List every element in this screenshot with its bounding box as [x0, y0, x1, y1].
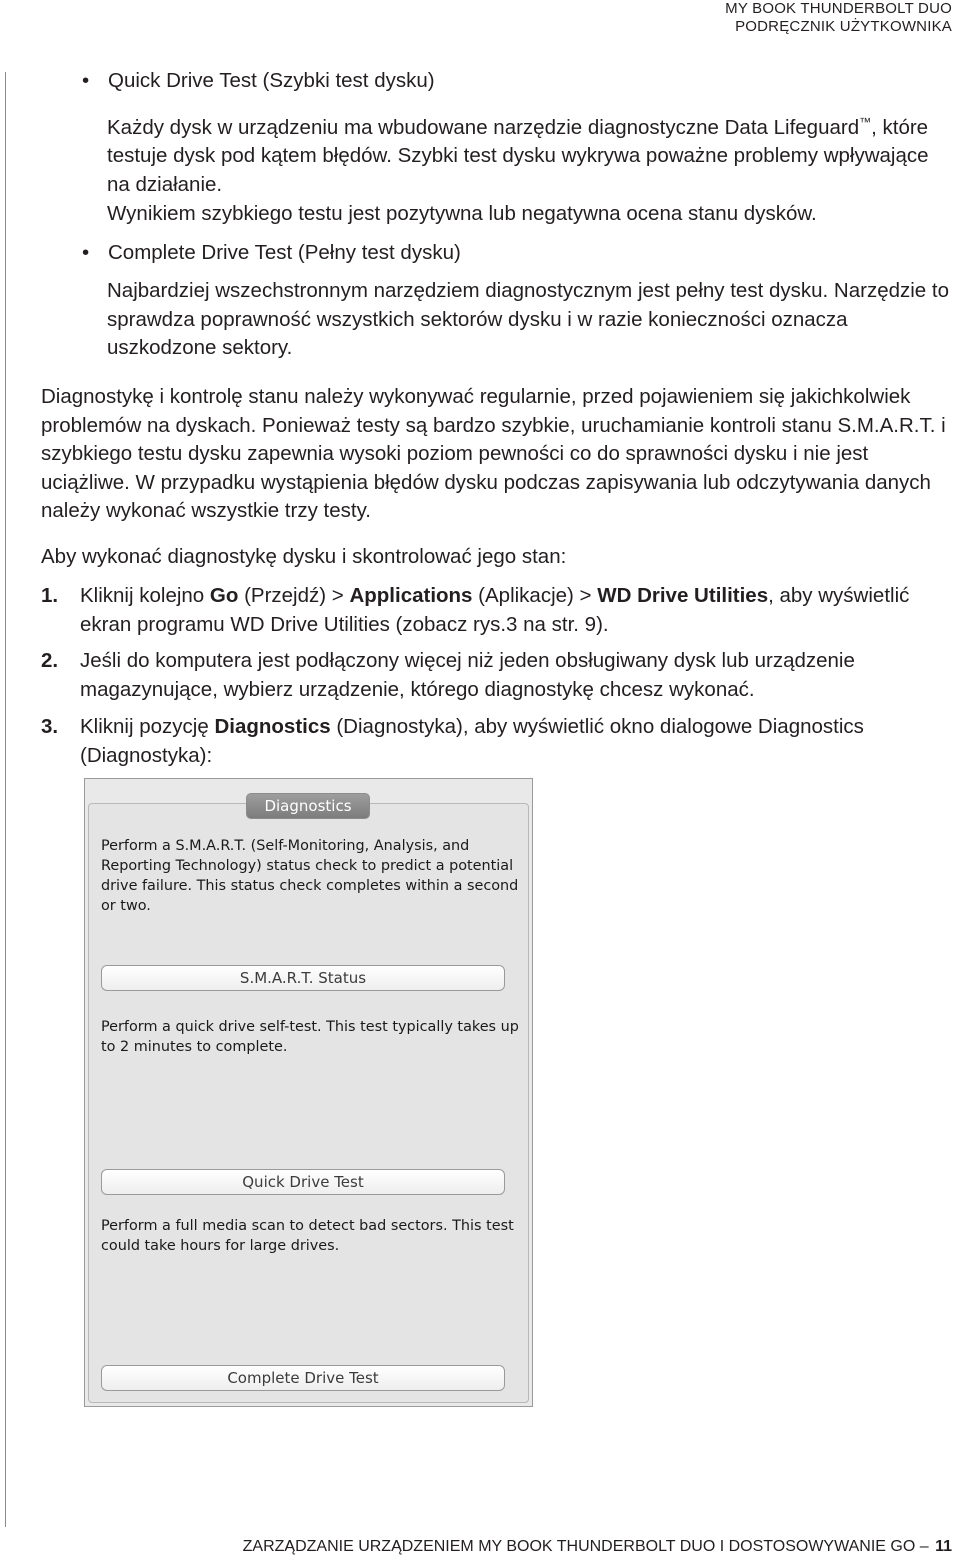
footer-chapter-title: ZARZĄDZANIE URZĄDZENIEM MY BOOK THUNDERBOLT DUO I DOSTOSOWYWANIE GO –	[242, 1538, 934, 1555]
quick-test-desc-text: Każdy dysk w urządzeniu ma wbudowane narzędzie diagnostyczne Data Lifeguard	[107, 115, 860, 139]
bullet-dot: •	[82, 69, 90, 92]
intro-paragraph: Diagnostykę i kontrolę stanu należy wykonywać regularnie, przed pojawieniem się jakichkolwiek problemów na dyskach. Ponieważ testy są bardzo szybkie, uruchamianie kontroli stanu S.M.A.R.T. i szybkiego testu dysku zapewnia wysoki poziom pewności co do sprawności dysku i nie jest uciążliwe. W przypadku wystąpienia błędów dysku podczas zapisywania lub odczytywania danych należy wykonać wszystkie trzy testy.	[41, 385, 946, 523]
dialog-background	[85, 779, 532, 1406]
step-text: Jeśli do komputera jest podłączony więcej niż jeden obsługiwany dysk lub urządzenie magazynujące, wybierz urządzenie, którego diagnostykę chcesz wykonać.	[80, 649, 855, 701]
left-margin-rule	[5, 72, 6, 1527]
step-text-part: (Przejdź) >	[238, 584, 350, 607]
complete-test-dialog-description: Perform a full media scan to detect bad sectors. This test could take hours for large drives.	[101, 1218, 514, 1254]
quick-test-result: Wynikiem szybkiego testu jest pozytywna lub negatywna ocena stanu dysków.	[107, 202, 817, 225]
steps-lead: Aby wykonać diagnostykę dysku i skontrolować jego stan:	[41, 545, 567, 568]
diagnostics-tab[interactable]: Diagnostics	[246, 793, 370, 819]
menu-applications: Applications	[349, 584, 473, 607]
step-text-part: Kliknij kolejno	[80, 584, 210, 607]
page-header	[725, 0, 952, 36]
quick-test-dialog-description: Perform a quick drive self-test. This test typically takes up to 2 minutes to complete.	[101, 1019, 519, 1055]
quick-test-desc-text-cont: , które testuje dysk pod kątem błędów. Szybki test dysku wykrywa poważne problemy wpływające na działanie.	[107, 115, 929, 197]
smart-status-button[interactable]: S.M.A.R.T. Status	[101, 965, 505, 991]
step-text-part: Kliknij pozycję	[80, 715, 215, 738]
diagnostics-group-box	[88, 803, 529, 1403]
bullet-dot: •	[82, 241, 90, 264]
menu-go: Go	[209, 584, 239, 607]
step-number: 2.	[41, 649, 59, 672]
menu-diagnostics: Diagnostics	[214, 715, 331, 738]
complete-drive-test-button[interactable]: Complete Drive Test	[101, 1365, 505, 1391]
diagnostics-dialog-screenshot	[84, 778, 533, 1407]
step-text-part: (Aplikacje) >	[472, 584, 598, 607]
page-number: 11	[935, 1538, 952, 1555]
trademark-sign: ™	[859, 115, 872, 129]
quick-test-description	[107, 108, 952, 200]
smart-description: Perform a S.M.A.R.T. (Self-Monitoring, Analysis, and Reporting Technology) status check to predict a potential drive failure. This status check completes within a second or two.	[101, 838, 519, 914]
complete-test-description: Najbardziej wszechstronnym narzędziem diagnostycznym jest pełny test dysku. Narzędzie to sprawdza poprawność wszystkich sektorów dysku i w razie konieczności oznacza uszkodzone sektory.	[107, 279, 950, 360]
step-text	[80, 582, 956, 639]
step-number: 1.	[41, 584, 59, 607]
step-text	[80, 713, 956, 770]
menu-wd-drive-utilities: WD Drive Utilities	[597, 584, 769, 607]
header-manual-title: PODRĘCZNIK UŻYTKOWNIKA	[735, 18, 952, 35]
step-text-part: , aby wyświetlić ekran programu WD Drive Utilities (zobacz rys.3 na str. 9).	[80, 584, 910, 636]
page-footer	[243, 1537, 952, 1557]
step-text-part: (Diagnostyka), aby wyświetlić okno dialogowe Diagnostics (Diagnostyka):	[80, 715, 864, 767]
bullet-title: Complete Drive Test (Pełny test dysku)	[108, 241, 461, 264]
header-product-title: MY BOOK THUNDERBOLT DUO	[725, 0, 952, 17]
quick-drive-test-button[interactable]: Quick Drive Test	[101, 1169, 505, 1195]
bullet-title: Quick Drive Test (Szybki test dysku)	[108, 69, 435, 92]
step-number: 3.	[41, 715, 59, 738]
